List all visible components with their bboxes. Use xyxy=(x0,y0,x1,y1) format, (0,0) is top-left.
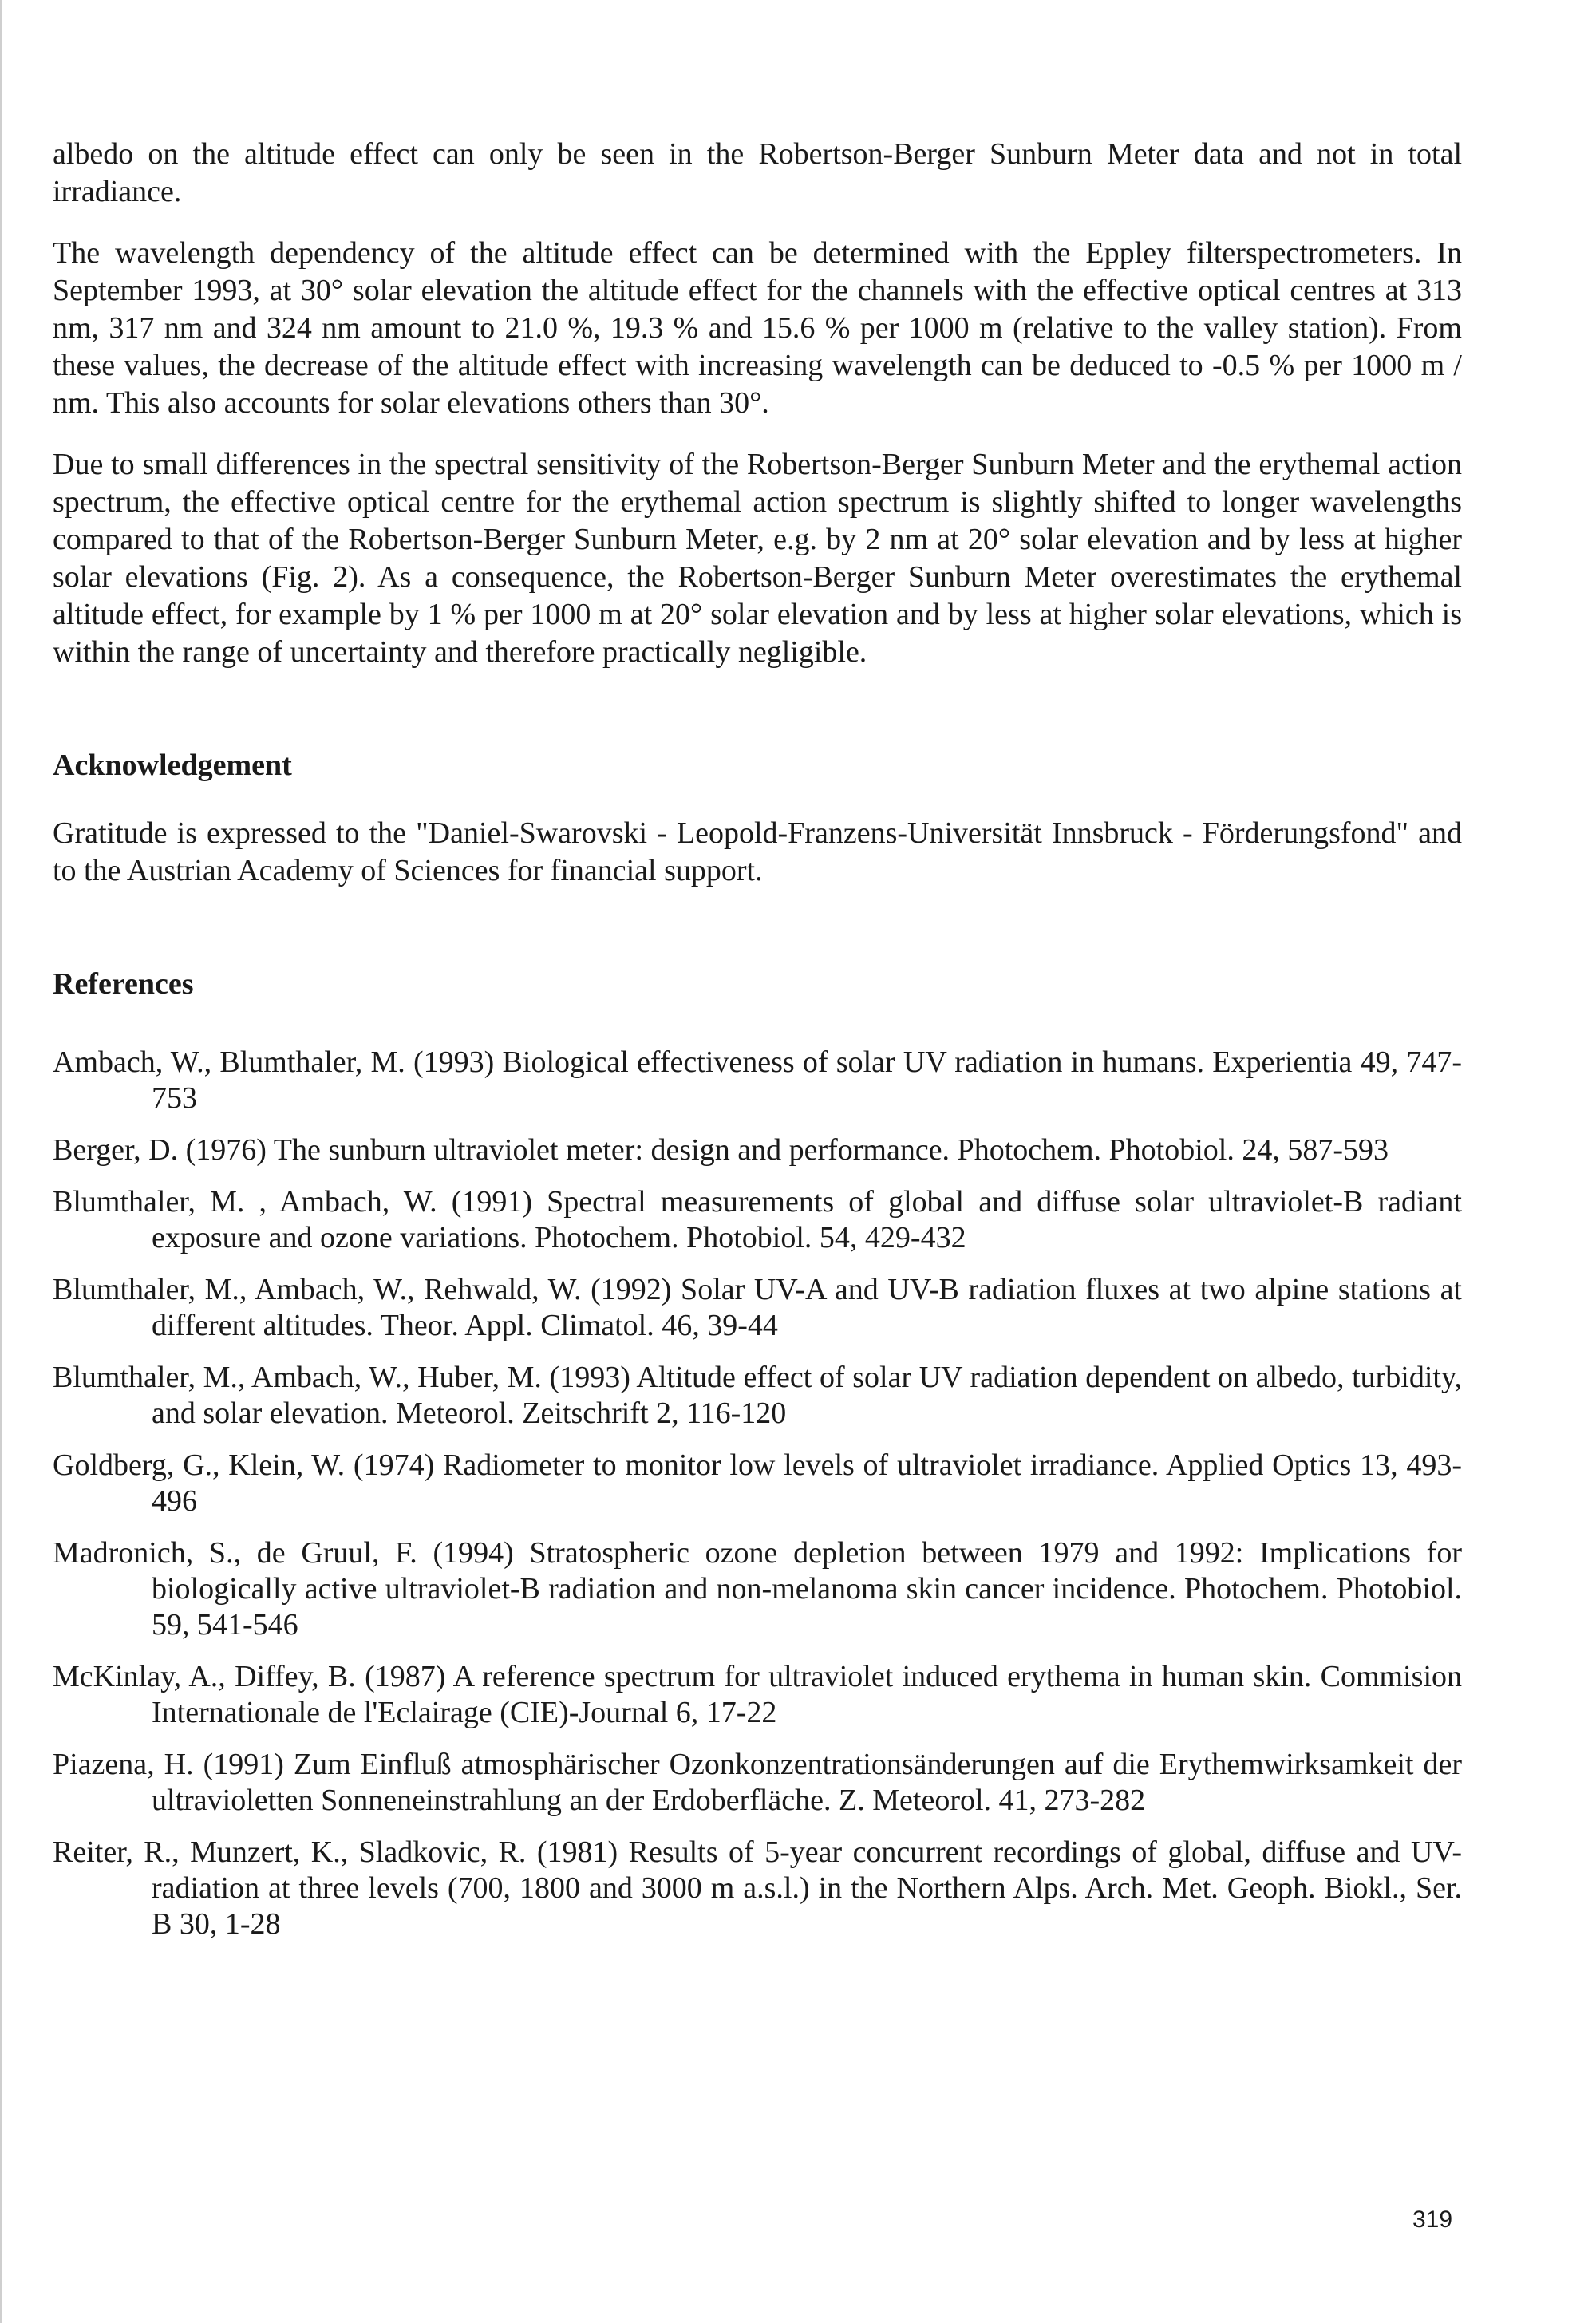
references-heading: References xyxy=(53,967,194,1001)
reference-item: Blumthaler, M., Ambach, W., Rehwald, W. (1992) Solar UV-A and UV-B radiation fluxes at two alpine stations at different altitudes. Theor. Appl. Climatol. 46, 39-44 xyxy=(53,1273,1462,1342)
paragraph-wavelength-dependency: The wavelength dependency of the altitude effect can be determined with the Eppley filterspectrometers. In September 1993, at 30° solar elevation the altitude effect for the channels with the effective optical centres at 313 nm, 317 nm and 324 nm amount to 21.0 %, 19.3 % and 15.6 % per 1000 m (relative to the valley station). From these values, the decrease of the altitude effect with increasing wavelength can be deduced to -0.5 % per 1000 m / nm. This also accounts for solar elevations others than 30°. xyxy=(53,236,1462,420)
paragraph-spectral-sensitivity: Due to small differences in the spectral sensitivity of the Robertson-Berger Sunburn Meter and the erythemal action spectrum, the effective optical centre for the erythemal action spectrum is slightly shifted to longer wavelengths compared to that of the Robertson-Berger Sunburn Meter, e.g. by 2 nm at 20° solar elevation and by less at higher solar elevations (Fig. 2). As a consequence, the Robertson-Berger Sunburn Meter overestimates the erythemal altitude effect, for example by 1 % per 1000 m at 20° solar elevation and by less at higher solar elevations, which is within the range of uncertainty and therefore practically negligible. xyxy=(53,448,1462,669)
reference-item: Ambach, W., Blumthaler, M. (1993) Biological effectiveness of solar UV radiation in humans. Experientia 49, 747-753 xyxy=(53,1045,1462,1115)
page-body xyxy=(53,136,1462,1958)
paragraph-albedo: albedo on the altitude effect can only be seen in the Robertson-Berger Sunburn Meter data and not in total irradiance. xyxy=(53,137,1462,208)
acknowledgement-heading: Acknowledgement xyxy=(53,749,292,782)
reference-item: McKinlay, A., Diffey, B. (1987) A reference spectrum for ultraviolet induced erythema in human skin. Commision Internationale de l'Eclairage (CIE)-Journal 6, 17-22 xyxy=(53,1660,1462,1729)
reference-item: Reiter, R., Munzert, K., Sladkovic, R. (1981) Results of 5-year concurrent recordings of global, diffuse and UV-radiation at three levels (700, 1800 and 3000 m a.s.l.) in the Northern Alps. Arch. Met. Geoph. Biokl., Ser. B 30, 1-28 xyxy=(53,1835,1462,1941)
reference-item: Piazena, H. (1991) Zum Einfluß atmosphärischer Ozonkonzentrationsänderungen auf die Erythemwirksamkeit der ultravioletten Sonneneinstrahlung an der Erdoberfläche. Z. Meteorol. 41, 273-282 xyxy=(53,1748,1462,1817)
acknowledgement-text: Gratitude is expressed to the "Daniel-Swarovski - Leopold-Franzens-Universität Innsbruck - Förderungsfond" and to the Austrian Academy of Sciences for financial support. xyxy=(53,816,1462,887)
reference-item: Blumthaler, M., Ambach, W., Huber, M. (1993) Altitude effect of solar UV radiation dependent on albedo, turbidity, and solar elevation. Meteorol. Zeitschrift 2, 116-120 xyxy=(53,1361,1462,1430)
reference-item: Blumthaler, M. , Ambach, W. (1991) Spectral measurements of global and diffuse solar ultraviolet-B radiant exposure and ozone variations. Photochem. Photobiol. 54, 429-432 xyxy=(53,1185,1462,1254)
reference-item: Madronich, S., de Gruul, F. (1994) Stratospheric ozone depletion between 1979 and 1992: Implications for biologically active ultraviolet-B radiation and non-melanoma skin cancer incidence. Photochem. Photobiol. 59, 541-546 xyxy=(53,1536,1462,1642)
reference-list xyxy=(53,1045,1462,1942)
reference-item: Goldberg, G., Klein, W. (1974) Radiometer to monitor low levels of ultraviolet irradiance. Applied Optics 13, 493-496 xyxy=(53,1448,1462,1518)
page-number: 319 xyxy=(1412,2206,1453,2233)
reference-item: Berger, D. (1976) The sunburn ultraviolet meter: design and performance. Photochem. Photobiol. 24, 587-593 xyxy=(53,1133,1389,1167)
page-edge xyxy=(0,0,2,2323)
